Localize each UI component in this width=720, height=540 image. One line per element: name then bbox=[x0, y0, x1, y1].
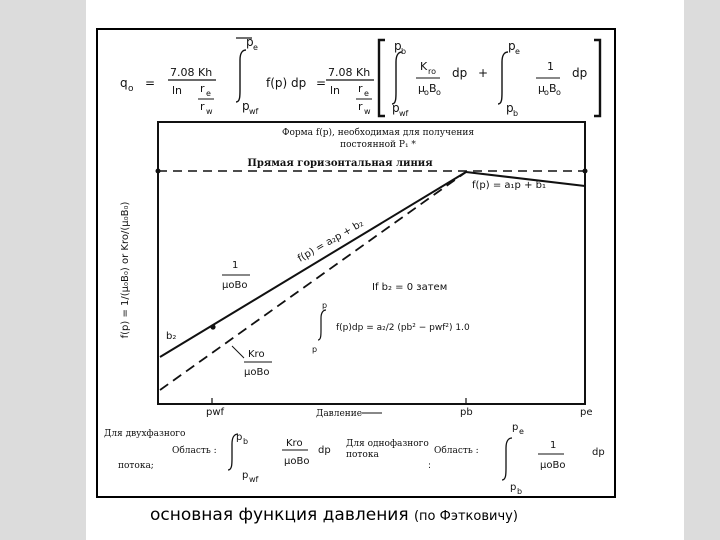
svg-text:o: o bbox=[424, 88, 429, 97]
tick-pe: pe bbox=[580, 407, 593, 418]
svg-text:p: p bbox=[508, 39, 516, 53]
svg-text:b: b bbox=[401, 47, 407, 56]
page-caption bbox=[150, 505, 518, 525]
right-bracket bbox=[594, 40, 600, 116]
if-b2-text: If b₂ = 0 затем bbox=[372, 282, 448, 293]
caption-main: основная функция давления bbox=[150, 505, 409, 525]
svg-text:ro: ro bbox=[428, 67, 437, 76]
dashed-kro-line bbox=[160, 172, 466, 390]
svg-text:o: o bbox=[128, 84, 134, 94]
svg-text:r: r bbox=[358, 82, 363, 95]
svg-text:w: w bbox=[364, 107, 371, 116]
svg-text:μoBo: μoBo bbox=[284, 456, 310, 467]
svg-text:1: 1 bbox=[232, 260, 239, 271]
svg-text:p: p bbox=[242, 99, 250, 113]
chart-integral-text: f(p)dp = a₂/2 (pb² − pwf²) 1.0 bbox=[336, 323, 470, 333]
svg-text:7.08 Kh: 7.08 Kh bbox=[328, 66, 371, 79]
svg-text::: : bbox=[428, 461, 432, 471]
svg-text:ln: ln bbox=[172, 84, 183, 97]
svg-text:μoBo: μoBo bbox=[222, 280, 248, 291]
svg-text:o: o bbox=[436, 88, 441, 97]
svg-text:b: b bbox=[243, 437, 249, 446]
svg-text:w: w bbox=[206, 107, 213, 116]
svg-text:r: r bbox=[358, 100, 363, 113]
top-formula bbox=[120, 35, 600, 118]
svg-text:1: 1 bbox=[550, 440, 557, 451]
svg-text:=: = bbox=[145, 76, 156, 90]
svg-text:μoBo: μoBo bbox=[540, 460, 566, 471]
svg-text:r: r bbox=[200, 100, 205, 113]
svg-text:e: e bbox=[206, 89, 211, 98]
point-marker bbox=[210, 324, 215, 329]
svg-text:dp: dp bbox=[572, 66, 588, 80]
formula-fp: f(p) dp bbox=[266, 76, 307, 90]
y-axis-label: f(p) = 1/(μ₀B₀) or Kro/(μ₀B₀) bbox=[120, 201, 131, 339]
chart-note-line2: постоянной P₁ * bbox=[340, 140, 416, 150]
svg-text:p: p bbox=[322, 301, 328, 310]
svg-text:e: e bbox=[364, 89, 369, 98]
svg-text:B: B bbox=[549, 82, 557, 95]
svg-text:e: e bbox=[253, 43, 258, 52]
svg-text:Kro: Kro bbox=[286, 438, 303, 449]
svg-text:p: p bbox=[506, 101, 514, 115]
svg-text:K: K bbox=[420, 60, 428, 73]
flow-label: потока; bbox=[118, 461, 154, 471]
svg-text:p: p bbox=[510, 482, 517, 493]
svg-text:μoBo: μoBo bbox=[244, 367, 270, 378]
svg-text:r: r bbox=[200, 82, 205, 95]
line-a2-label: f(p) = a₂p + b₂ bbox=[296, 218, 366, 265]
svg-text:o: o bbox=[544, 88, 549, 97]
bottom-formulas bbox=[104, 422, 605, 496]
svg-text:wf: wf bbox=[399, 109, 409, 118]
x-axis-label: Давление bbox=[316, 409, 363, 419]
formula-lhs: q bbox=[120, 76, 128, 90]
svg-text:wf: wf bbox=[249, 475, 259, 484]
tick-pb: pb bbox=[460, 407, 473, 418]
svg-text:p: p bbox=[242, 470, 249, 481]
b2-label: b₂ bbox=[166, 331, 177, 342]
svg-text:dp: dp bbox=[592, 447, 605, 458]
caption-sub: (по Фэтковичу) bbox=[413, 509, 518, 524]
svg-text:μ: μ bbox=[418, 82, 425, 95]
left-bracket bbox=[379, 40, 385, 116]
tick-pwf: pwf bbox=[206, 407, 225, 418]
horizontal-line-label: Прямая горизонтальная линия bbox=[247, 158, 433, 169]
svg-text:+: + bbox=[478, 66, 489, 80]
svg-text:p: p bbox=[246, 35, 254, 49]
formula-coef: 7.08 Kh bbox=[170, 66, 213, 79]
chart-note-line1: Форма f(p), необходимая для получения bbox=[282, 128, 474, 138]
svg-text:e: e bbox=[519, 427, 524, 436]
one-phase-flow: потока bbox=[346, 450, 379, 460]
area-label: Область : bbox=[172, 446, 217, 456]
svg-text:e: e bbox=[515, 47, 520, 56]
chart bbox=[120, 122, 593, 419]
svg-text:ln: ln bbox=[330, 84, 341, 97]
svg-text:dp: dp bbox=[452, 66, 468, 80]
svg-text:wf: wf bbox=[249, 107, 259, 116]
svg-text:=: = bbox=[316, 76, 327, 90]
svg-text:p: p bbox=[512, 422, 519, 433]
svg-text:p: p bbox=[392, 101, 400, 115]
svg-text:Kro: Kro bbox=[248, 349, 265, 360]
area2-label: Область : bbox=[434, 446, 479, 456]
svg-text:p: p bbox=[394, 39, 402, 53]
svg-text:o: o bbox=[556, 88, 561, 97]
svg-text:p: p bbox=[236, 432, 243, 443]
one-phase-label: Для однофазного bbox=[346, 439, 429, 449]
svg-text:p: p bbox=[312, 345, 318, 354]
two-phase-label: Для двухфазного bbox=[104, 429, 186, 439]
line-a1-label: f(p) = a₁p + b₁ bbox=[472, 180, 546, 191]
svg-text:dp: dp bbox=[318, 445, 331, 456]
integral-sign bbox=[236, 50, 246, 102]
svg-text:b: b bbox=[513, 109, 519, 118]
svg-text:b: b bbox=[517, 487, 523, 496]
svg-text:μ: μ bbox=[538, 82, 545, 95]
svg-text:B: B bbox=[429, 82, 437, 95]
svg-text:1: 1 bbox=[547, 60, 554, 73]
